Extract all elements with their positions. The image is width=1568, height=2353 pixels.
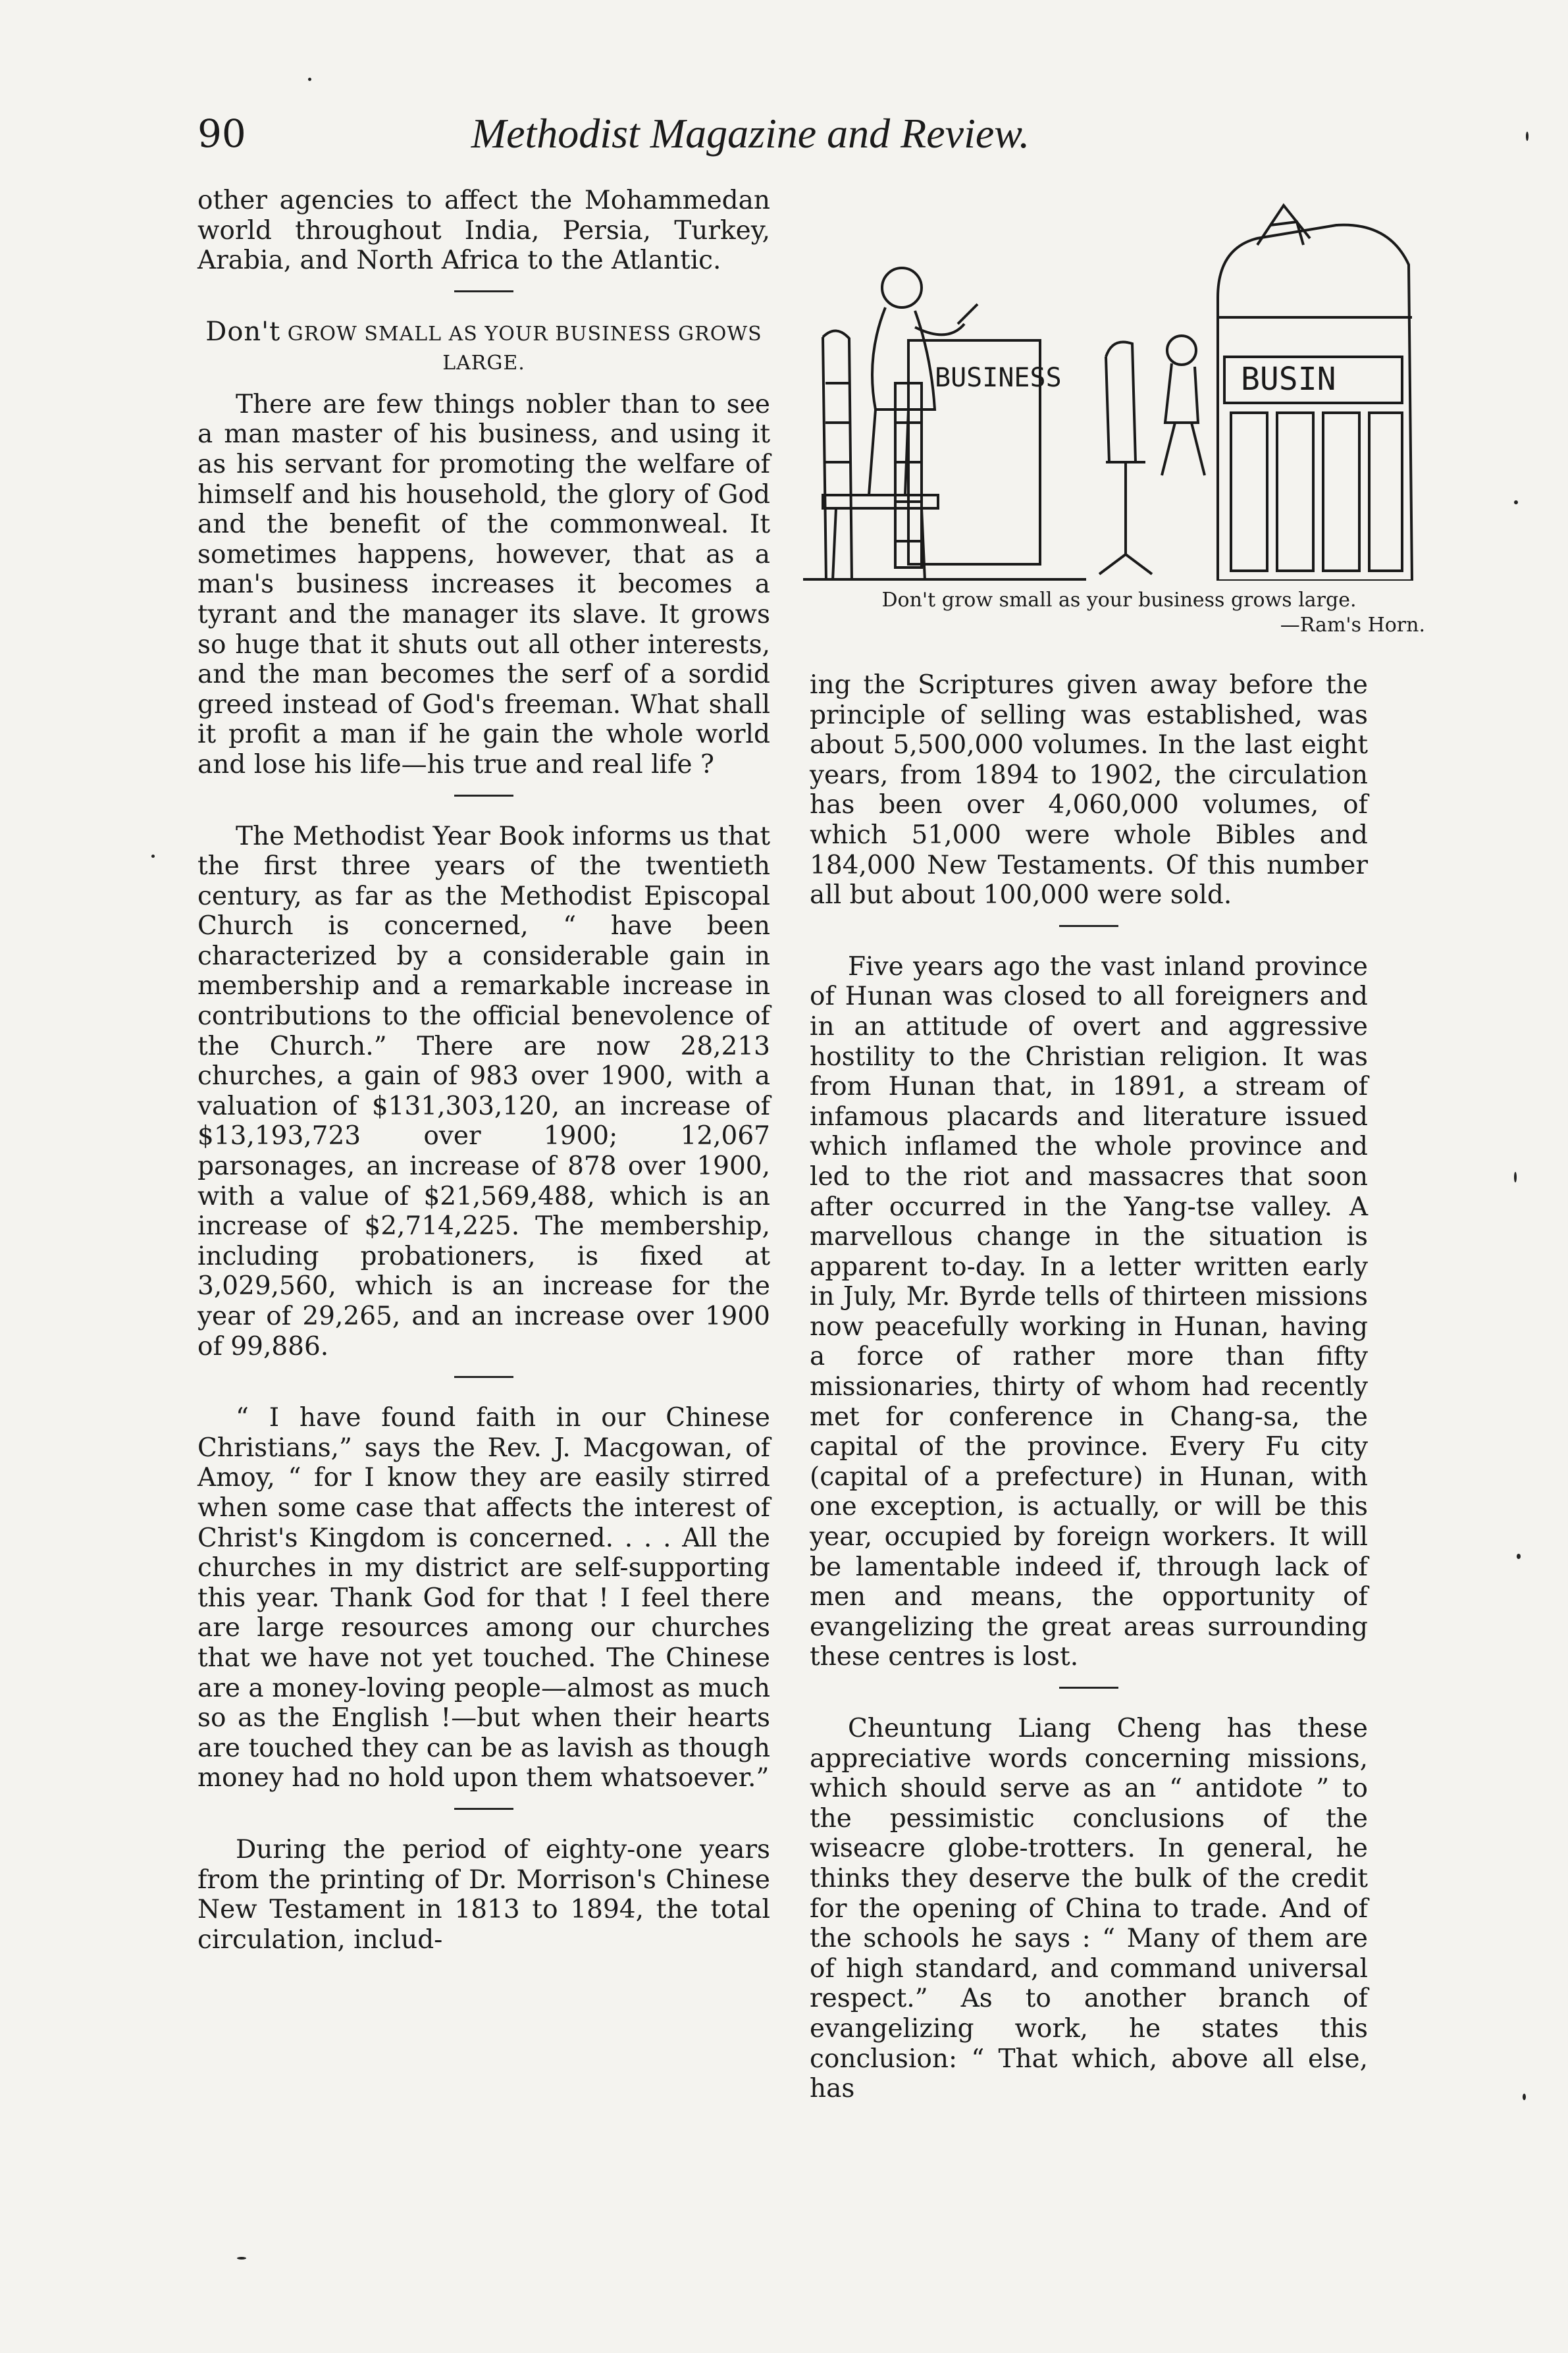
page-number: 90 (197, 111, 246, 156)
cartoon-drawing (797, 186, 1428, 581)
scan-speck (1514, 1172, 1517, 1182)
paragraph-year-book: The Methodist Year Book informs us that the first three years of the twentieth century, as far as the Methodist Episcopal Church is concerned, “ have been characterized by a considerable gain in membership and a remarkable increase in contributions to the official benevolence of the Church.” There are now 28,213 churches, a gain of 983 over 1900, with a valuation of $131,303,120, an increase of $13,193,723 over 1900; 12,067 parsonages, an increase of 878 over 1900, with a value of $21,569,488, which is an increase of $2,714,225. The membership, including probationers, is fixed at 3,029,560, which is an increase for the year of 29,265, and an increase over 1900 of 99,886. (197, 821, 770, 1362)
right-column (810, 670, 1368, 2104)
scan-speck (1523, 2094, 1526, 2100)
scan-speck (1526, 132, 1529, 141)
caption-text: Don't grow small as your business grows large. (881, 589, 1357, 612)
paragraph-hunan: Five years ago the vast inland province of Hunan was closed to all foreigners and in an attitude of overt and aggressive hostility to the Christian religion. It was from Hunan that, in 1891, a stream of infamous placards and literature issued which inflamed the whole province and led to the riot and massacres that soon after occurred in the Yang-tse valley. A marvellous change in the situation is apparent to-day. In a letter written early in July, Mr. Byrde tells of thirteen missions now peacefully working in Hunan, having a force of rather more than fifty missionaries, thirty of whom had recently met for conference in Chang-sa, the capital of the province. Every Fu city (capital of a prefecture) in Hunan, with one exception, is actually, or will be this year, occupied by foreign workers. It will be lamentable indeed if, through lack of men and means, the opportunity of evangelizing the great areas surrounding these centres is lost. (810, 951, 1368, 1672)
section-rule (454, 290, 513, 292)
section-heading-cap: Don't (205, 316, 281, 347)
figure-caption (800, 588, 1432, 638)
left-column (197, 186, 770, 1955)
intro-paragraph: other agencies to affect the Mohammedan world throughout India, Persia, Turkey, Arabia, and North Africa to the Atlantic. (197, 186, 770, 276)
paragraph-morrison: During the period of eighty-one years from the printing of Dr. Morrison's Chinese New Testament in 1813 to 1894, the total circulation, includ- (197, 1834, 770, 1955)
paragraph-chinese-christians: “ I have found faith in our Chinese Christians,” says the Rev. J. Macgowan, of Amoy, “ for I know they are easily stirred when some case that affects the interest of Christ's Kingdom is concerned. . . . All the churches in my district are self-supporting this year. Thank God for that ! I feel there are large resources among our churches that we have not yet touched. The Chinese are a money-loving people—almost as much so as the English !—but when their hearts are touched they can be as lavish as though money had no hold upon them whatsoever.” (197, 1403, 770, 1793)
sign-business-large: BUSIN (1241, 361, 1336, 398)
section-rule (1059, 1687, 1118, 1689)
caption-credit: —Ram's Horn. (1280, 614, 1425, 637)
scan-speck (1517, 1554, 1521, 1559)
section-rule (454, 795, 513, 797)
section-rule (1059, 925, 1118, 927)
paragraph-liang-cheng: Cheuntung Liang Cheng has these appreciative words concerning missions, which should serve as an “ antidote ” to the pessimistic conclusions of the wiseacre globe-trotters. In general, he thinks they deserve the bulk of the credit for the opening of China to trade. And of the schools he says : “ Many of them are of high standard, and command universal respect.” As to another branch of evangelizing work, he states this conclusion: “ That which, above all else, has (810, 1714, 1368, 2104)
paragraph-circulation: ing the Scriptures given away before the principle of selling was established, was about 5,500,000 volumes. In the last eight years, from 1894 to 1902, the circulation has been over 4,060,000 volumes, of which 51,000 were whole Bibles and 184,000 New Testaments. Of this number all but about 100,000 were sold. (810, 670, 1368, 911)
scan-speck (151, 855, 155, 858)
cartoon-illustration (797, 186, 1428, 581)
scan-speck (237, 2257, 246, 2260)
scan-speck (1514, 500, 1518, 504)
section-heading (197, 317, 770, 378)
scan-speck (308, 78, 311, 81)
paragraph-business: There are few things nobler than to see a man master of his business, and using it as his servant for promoting the welfare of himself and his household, the glory of God and the benefit of the commonweal. It sometimes happens, however, that as a man's business increases it becomes a tyrant and the manager its slave. It grows so huge that it shuts out all other interests, and the man becomes the serf of a sordid greed instead of God's freeman. What shall it profit a man if he gain the whole world and lose his life—his true and real life ? (197, 389, 770, 780)
section-rule (454, 1376, 513, 1378)
section-heading-rest: GROW SMALL AS YOUR BUSINESS GROWS LARGE. (287, 322, 762, 375)
running-title: Methodist Magazine and Review. (471, 110, 1030, 157)
page-header (0, 104, 1568, 163)
section-rule (454, 1808, 513, 1810)
sign-business-small: BUSINESS (935, 363, 1062, 393)
